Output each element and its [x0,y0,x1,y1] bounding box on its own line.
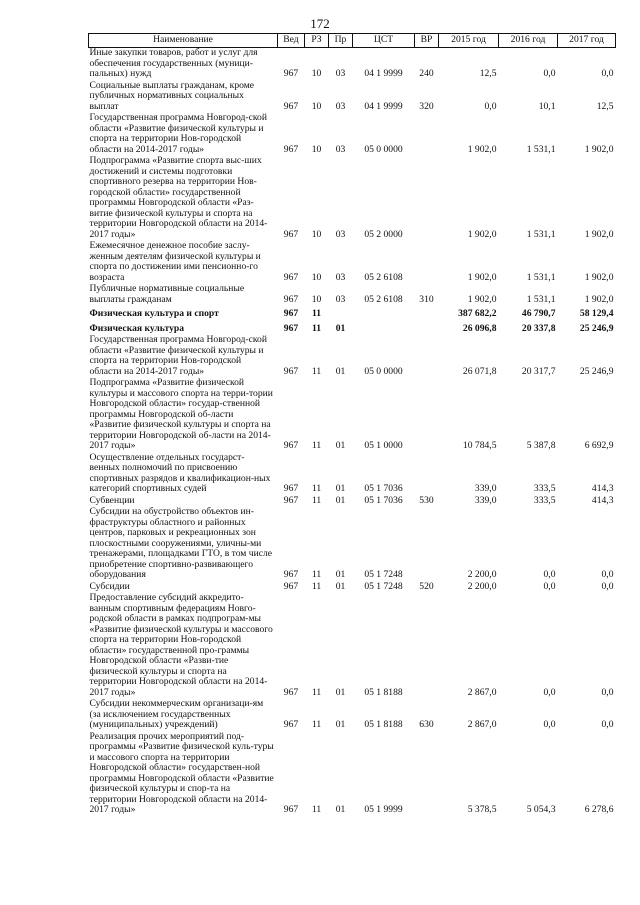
row-pr-cell: 01 [335,804,346,815]
row-2016-cell: 1 531,1 [526,271,556,283]
row-2015-cell: 387 682,2 [458,308,497,319]
header-2016: 2016 год [499,34,558,48]
row-pr-cell: 01 [335,719,346,730]
row-rz-cell: 11 [311,494,322,506]
row-rz-cell: 11 [311,440,322,451]
row-vr-cell [415,593,439,699]
row-2017-cell: 0,0 [601,580,614,592]
row-name-cell: Ежемесячное денежное пособие заслу-женным деятелям физической культуры и спорта по достижении ими пенсионно-го возраста [89,240,261,283]
row-pr-cell: 01 [335,686,346,698]
row-2015-cell: 2 867,0 [467,686,497,698]
row-2016-cell: 333,5 [533,494,556,506]
row-cst-cell: 05 2 6108 [364,293,403,305]
row-cst-cell: 05 1 8188 [364,719,403,730]
header-vr: ВР [415,34,439,48]
row-ved-cell: 967 [283,293,299,305]
row-rz-cell: 11 [311,804,322,815]
row-cst-cell: 05 2 6108 [364,271,403,283]
row-2016-cell: 0,0 [543,580,556,592]
row-vr-cell [415,321,439,336]
row-ved-cell: 967 [283,271,299,283]
row-2016-cell: 5 054,3 [526,804,556,815]
row-cst-cell: 05 0 0000 [364,365,403,377]
row-cst-cell: 05 1 7248 [364,580,403,592]
row-2015-cell: 12,5 [479,68,497,79]
row-2015-cell: 2 200,0 [467,580,497,592]
row-vr-cell: 310 [419,293,434,305]
row-name-cell: Публичные нормативные социальные выплаты гражданам [89,283,245,305]
row-rz-cell: 10 [311,100,322,112]
row-vr-cell [415,335,439,378]
row-ved-cell: 967 [283,308,299,319]
header-name: Наименование [89,34,278,48]
row-2017-cell: 6 692,9 [584,440,614,451]
row-pr-cell: 01 [335,365,346,377]
row-ved-cell: 967 [283,68,299,79]
row-ved-cell: 967 [283,322,299,334]
row-rz-cell: 10 [311,271,322,283]
row-pr-cell: 03 [335,228,346,240]
row-name-cell: Субсидии на обустройство объектов ин-фраструктуры областного и районных центров, парковых и рекреационных зон плоскостными сооружениями, уличны-ми тренажерами, площадками ГТО, в том числе приобретение спортивно-развивающего оборудования [89,506,273,580]
row-2015-cell: 339,0 [474,483,497,494]
row-2016-cell: 5 387,8 [526,440,556,451]
row-rz-cell: 11 [311,483,322,494]
row-2015-cell: 26 071,8 [462,365,497,377]
row-ved-cell: 967 [283,483,299,494]
table-row [89,699,616,732]
row-2016-cell: 0,0 [543,569,556,580]
table-row [89,378,616,453]
row-pr-cell: 01 [335,580,346,592]
row-name-cell: Подпрограмма «Развитие спорта выс-ших достижений и системы подготовки спортивного резерва на территории Нов-городской области» государственной программы Новгородской области «Раз-витие физической культуры и спорта на территории Новгородской области на 2014-2017 годы» [89,155,268,240]
row-pr-cell [329,306,353,321]
row-name-cell: Реализация прочих мероприятий под-программы «Развитие физической куль-туры и массового спорта на территории Новгородской области» государствен-ной программы Новгородской области «Развитие физической культуры и спор-та на территории Новгородской области на 2014-2017 годы» [89,730,274,815]
budget-table [88,33,616,817]
row-name-cell: Субвенции [89,494,135,506]
row-2016-cell: 1 531,1 [526,293,556,305]
row-2016-cell: 10,1 [538,100,556,112]
row-name-cell: Государственная программа Новгород-ской области «Развитие физической культуры и спорта на территории Нов-городской области на 2014-2017 годы» [89,112,267,155]
row-name-cell: Физическая культура и спорт [89,308,219,319]
row-cst-cell: 05 1 8188 [364,686,403,698]
row-vr-cell: 240 [419,68,434,79]
table-row [89,306,616,321]
row-vr-cell: 320 [419,100,434,112]
row-rz-cell: 11 [311,322,322,334]
row-2015-cell: 0,0 [484,100,497,112]
row-cst-cell [353,306,415,321]
row-2016-cell: 20 337,8 [521,322,556,334]
row-ved-cell: 967 [283,228,299,240]
row-rz-cell: 11 [311,569,322,580]
row-2015-cell: 1 902,0 [467,228,497,240]
table-row [89,507,616,582]
row-2016-cell: 333,5 [533,483,556,494]
row-vr-cell [415,453,439,496]
row-2016-cell: 0,0 [543,68,556,79]
row-rz-cell: 10 [311,293,322,305]
row-vr-cell [415,156,439,241]
row-cst-cell: 04 1 9999 [364,68,403,79]
row-2017-cell: 25 246,9 [579,365,614,377]
row-vr-cell: 520 [419,580,434,592]
row-rz-cell: 10 [311,68,322,79]
row-vr-cell [415,306,439,321]
row-2017-cell: 0,0 [601,68,614,79]
page-number: 172 [310,16,330,31]
row-2015-cell: 1 902,0 [467,271,497,283]
row-2017-cell: 0,0 [601,719,614,730]
table-row [89,732,616,817]
row-name-cell: Физическая культура [89,322,185,334]
row-2015-cell: 1 902,0 [467,143,497,155]
table-row [89,241,616,284]
row-2017-cell: 25 246,9 [579,322,614,334]
header-2017: 2017 год [558,34,616,48]
row-ved-cell: 967 [283,494,299,506]
row-2015-cell: 26 096,8 [462,322,497,334]
row-name-cell: Иные закупки товаров, работ и услуг для обеспечения государственных (муници-пальных) нужд [89,47,258,79]
row-ved-cell: 967 [283,804,299,815]
row-2017-cell: 6 278,6 [584,804,614,815]
row-pr-cell: 03 [335,293,346,305]
row-cst-cell: 05 1 7248 [364,569,403,580]
row-2015-cell: 5 378,5 [467,804,497,815]
row-vr-cell [415,241,439,284]
header-pr: Пр [329,34,353,48]
row-2015-cell: 2 200,0 [467,569,497,580]
row-2015-cell: 1 902,0 [467,293,497,305]
row-2015-cell: 2 867,0 [467,719,497,730]
table-row [89,81,616,114]
table-row [89,321,616,336]
row-cst-cell: 05 1 0000 [364,440,403,451]
row-rz-cell: 11 [311,365,322,377]
row-2015-cell: 10 784,5 [462,440,497,451]
row-name-cell: Подпрограмма «Развитие физической культуры и массового спорта на терри-тории Новгородской области» государ-ственной программы Новгородской об-ласти «Развитие физической культуры и спорта на территории Новгородской об-ласти на 2014-2017 годы» [89,377,273,451]
row-cst-cell: 05 1 7036 [364,494,403,506]
row-ved-cell: 967 [283,440,299,451]
row-pr-cell: 01 [335,569,346,580]
row-pr-cell: 01 [335,483,346,494]
row-rz-cell: 11 [311,580,322,592]
row-2017-cell: 1 902,0 [584,228,614,240]
table-row [89,156,616,241]
row-pr-cell: 03 [335,143,346,155]
row-rz-cell: 10 [311,228,322,240]
row-name-cell: Субсидии [89,580,130,592]
row-2017-cell: 12,5 [596,100,614,112]
row-ved-cell: 967 [283,569,299,580]
row-pr-cell: 03 [335,68,346,79]
header-cst: ЦСТ [353,34,415,48]
row-2017-cell: 414,3 [591,494,614,506]
row-2017-cell: 1 902,0 [584,143,614,155]
row-rz-cell: 11 [311,308,322,319]
table-row [89,453,616,496]
row-2017-cell: 1 902,0 [584,293,614,305]
table-row [89,593,616,699]
row-name-cell: Осуществление отдельных государст-венных полномочий по присвоению спортивных разрядов и квалификацион-ных категорий спортивных судей [89,451,271,494]
table-body [89,48,616,817]
row-2017-cell: 0,0 [601,569,614,580]
table-row [89,113,616,156]
row-2016-cell: 0,0 [543,686,556,698]
header-rz: РЗ [305,34,329,48]
row-vr-cell [415,113,439,156]
row-vr-cell [415,507,439,582]
row-ved-cell: 967 [283,686,299,698]
row-vr-cell [415,378,439,453]
row-2017-cell: 414,3 [591,483,614,494]
row-ved-cell: 967 [283,719,299,730]
row-name-cell: Предоставление субсидий аккредито-ванным спортивным федерациям Новго-родской области в рамках подпрограм-мы «Развитие физической культуры и массового спорта на территории Нов-городской области» государственной про-граммы Новгородской области «Разви-тие физической культуры и спорта на территории Новгородской области на 2014-2017 годы» [89,592,273,698]
header-ved: Вед [278,34,305,48]
row-2016-cell: 20 317,7 [521,365,556,377]
row-pr-cell: 01 [335,494,346,506]
row-pr-cell: 03 [335,271,346,283]
row-cst-cell: 05 0 0000 [364,143,403,155]
row-cst-cell: 04 1 9999 [364,100,403,112]
table-header-row [89,34,616,48]
row-pr-cell: 01 [335,322,346,334]
row-ved-cell: 967 [283,100,299,112]
row-vr-cell: 530 [419,494,434,506]
row-name-cell: Субсидии некоммерческим организаци-ям (за исключением государственных (муниципальных) учреждений) [89,698,264,730]
row-ved-cell: 967 [283,365,299,377]
row-name-cell: Социальные выплаты гражданам, кроме публичных нормативных социальных выплат [89,79,255,112]
row-ved-cell: 967 [283,580,299,592]
row-2017-cell: 1 902,0 [584,271,614,283]
row-vr-cell: 630 [419,719,434,730]
row-pr-cell: 01 [335,440,346,451]
row-vr-cell [415,732,439,817]
row-name-cell: Государственная программа Новгород-ской области «Развитие физической культуры и спорта на территории Нов-городской области на 2014-2017 годы» [89,334,267,377]
row-2016-cell: 0,0 [543,719,556,730]
row-2016-cell: 1 531,1 [526,143,556,155]
table-row [89,48,616,81]
row-cst-cell: 05 2 0000 [364,228,403,240]
row-rz-cell: 11 [311,719,322,730]
row-2017-cell: 58 129,4 [579,308,614,319]
row-cst-cell [353,321,415,336]
row-pr-cell: 03 [335,100,346,112]
row-cst-cell: 05 1 7036 [364,483,403,494]
header-2015: 2015 год [439,34,499,48]
row-2016-cell: 1 531,1 [526,228,556,240]
row-rz-cell: 10 [311,143,322,155]
row-cst-cell: 05 1 9999 [364,804,403,815]
row-2017-cell: 0,0 [601,686,614,698]
table-row [89,335,616,378]
row-2015-cell: 339,0 [474,494,497,506]
row-ved-cell: 967 [283,143,299,155]
row-2016-cell: 46 790,7 [521,308,556,319]
row-rz-cell: 11 [311,686,322,698]
table-row [89,284,616,306]
